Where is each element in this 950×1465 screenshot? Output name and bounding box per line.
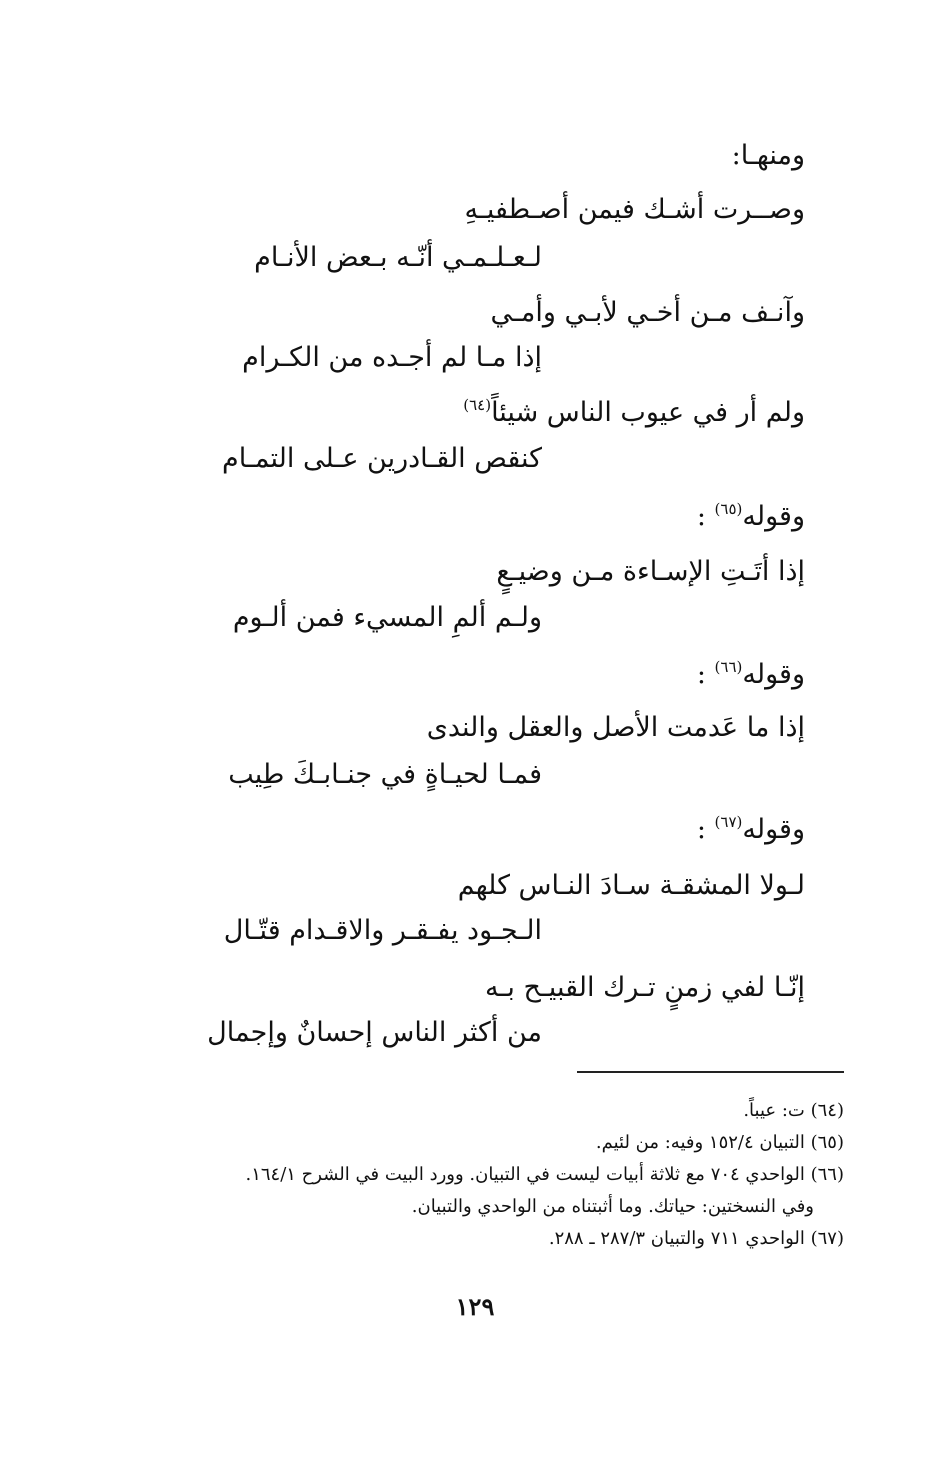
verse-line: الـجـود يفـقـر والاقـدام قتّـال	[223, 915, 542, 946]
verse-text: ولم أر في عيوب الناس شيئاً	[491, 397, 805, 428]
footnote-continuation: وفي النسختين: حياتك. وما أثبتناه من الواحدي والتبيان.	[411, 1196, 814, 1217]
qawluhu-line	[697, 813, 805, 847]
qawluhu-text: وقوله	[742, 659, 805, 690]
qawluhu-line	[697, 658, 805, 692]
footnote-separator	[577, 1071, 844, 1073]
colon: :	[696, 659, 706, 690]
footnote-ref: (٦٦)	[714, 658, 743, 676]
page-number: ١٢٩	[455, 1292, 495, 1321]
footnote: (٦٧) الواحدي ٧١١ والتبيان ٢٨٧/٣ ـ ٢٨٨.	[548, 1228, 844, 1249]
verse-line: لـعـلـمـي أنّـه بـعض الأنـام	[254, 242, 542, 273]
verse-line: إذا ما عَدمت الأصل والعقل والندى	[426, 712, 805, 743]
footnote: (٦٤) ت: عيباً.	[743, 1100, 844, 1121]
verse-line: ولـم ألمِ المسيء فمن ألـوم	[232, 602, 542, 633]
qawluhu-line	[697, 500, 805, 534]
verse-line: إذا أتَـتِ الإسـاءة مـن وضيـعٍ	[496, 556, 805, 587]
qawluhu-text: وقوله	[742, 501, 805, 532]
verse-line: وصــرت أشـك فيمن أصـطفيـهِ	[464, 194, 805, 225]
intro-line: ومنهـا:	[731, 140, 805, 171]
verse-line: لـولا المشقـة سـادَ النـاس كلهم	[457, 870, 805, 901]
qawluhu-text: وقوله	[742, 814, 805, 845]
footnote: (٦٦) الواحدي ٧٠٤ مع ثلاثة أبيات ليست في التبيان. وورد البيت في الشرح ١٦٤/١.	[245, 1164, 844, 1185]
verse-line: إذا مـا لم أجـده من الكـرام	[242, 342, 542, 373]
verse-line: فمـا لحيـاةٍ في جنـابـكَ طِيب	[228, 759, 542, 790]
verse-line: وآنـف مـن أخـي لأبـي وأمـي	[490, 297, 805, 328]
colon: :	[696, 501, 706, 532]
footnote-ref: (٦٥)	[714, 500, 743, 518]
footnote: (٦٥) التبيان ١٥٢/٤ وفيه: من لئيم.	[595, 1132, 844, 1153]
footnote-ref: (٦٧)	[714, 813, 743, 831]
verse-line	[463, 396, 805, 430]
footnote-ref: (٦٤)	[463, 396, 492, 414]
verse-line: إنّـا لفي زمنٍ تـرك القبيـح بـه	[484, 972, 805, 1003]
verse-line: كنقص القـادرين عـلى التمـام	[222, 443, 542, 474]
verse-line: من أكثر الناس إحسانٌ وإجمال	[207, 1017, 542, 1048]
colon: :	[696, 814, 706, 845]
